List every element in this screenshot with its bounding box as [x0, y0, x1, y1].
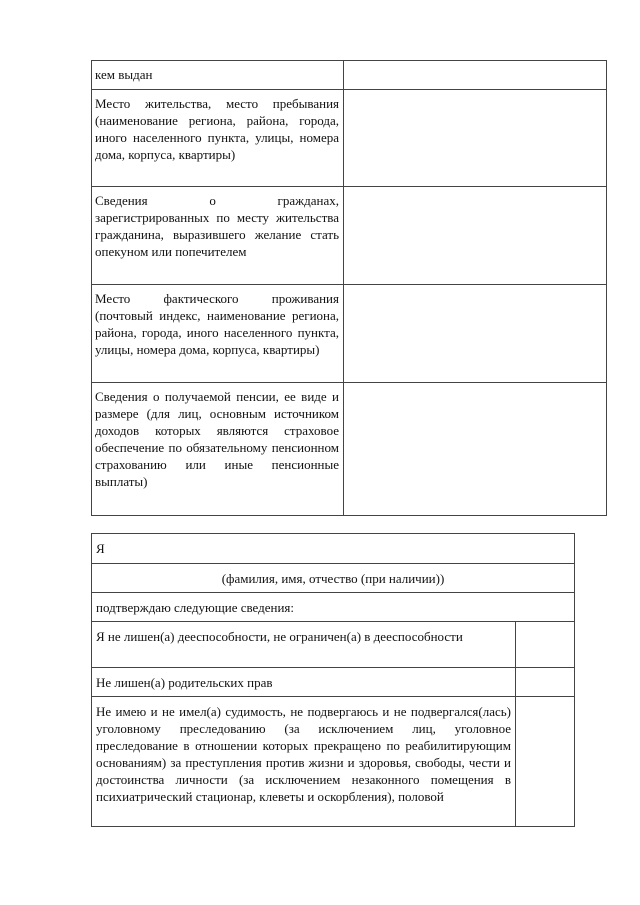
statement-cell [92, 668, 516, 697]
field-value-cell[interactable] [344, 285, 607, 383]
field-label-cell [92, 285, 344, 383]
field-label-cell [92, 383, 344, 516]
field-label-cell [92, 90, 344, 187]
statement-mark-cell[interactable] [516, 668, 575, 697]
field-value-cell[interactable] [344, 187, 607, 285]
field-label-actual-address: Место фактического проживания (почтовый индекс, наименование региона, района, города, иного населенного пункта, улицы, номера дома, корпуса, квартиры) [95, 291, 339, 357]
table-row [92, 285, 607, 383]
table-row [92, 564, 575, 593]
statement-mark-cell[interactable] [516, 697, 575, 827]
field-value-cell[interactable] [344, 61, 607, 90]
field-label-issued-by: кем выдан [95, 67, 153, 82]
field-value-cell[interactable] [344, 90, 607, 187]
applicant-info-table [91, 60, 607, 516]
table-row [92, 622, 575, 668]
table-row [92, 90, 607, 187]
field-label-pension: Сведения о получаемой пенсии, ее виде и размере (для лиц, основным источником доходов которых являются страховое обеспечение по обязательному пенсионном страхованию или иные пенсионные выплаты) [95, 389, 339, 489]
field-label-cell [92, 187, 344, 285]
table-row [92, 61, 607, 90]
table-row [92, 668, 575, 697]
ya-label: Я [96, 541, 105, 556]
table-row [92, 697, 575, 827]
field-label-cell [92, 61, 344, 90]
statement-criminal-record: Не имею и не имел(а) судимость, не подвергаюсь и не подвергался(лась) уголовному преследованию (за исключением лиц, уголовное преследование в отношении которых прекращено по реабилитирующим основаниям) за преступления против жизни и здоровья, свободы, чести и достоинства личности (за исключением незаконного помещения в психиатрический стационар, клеветы и оскорбления), половой [96, 704, 511, 804]
field-label-residence: Место жительства, место пребывания (наименование региона, района, города, иного населенного пункта, улицы, номера дома, корпуса, квартиры) [95, 96, 339, 162]
statement-cell [92, 622, 516, 668]
statement-parental-rights: Не лишен(а) родительских прав [96, 675, 273, 690]
statement-cell [92, 697, 516, 827]
confirm-intro-label: подтверждаю следующие сведения: [96, 600, 295, 615]
table-row [92, 593, 575, 622]
confirmation-table [91, 533, 575, 827]
table-row [92, 534, 575, 564]
confirm-intro-cell [92, 593, 575, 622]
table-row [92, 383, 607, 516]
field-label-registered-citizens: Сведения о гражданах, зарегистрированных по месту жительства гражданина, выразившего желание стать опекуном или попечителем [95, 193, 339, 259]
statement-mark-cell[interactable] [516, 622, 575, 668]
fio-hint-label: (фамилия, имя, отчество (при наличии)) [221, 571, 445, 586]
fio-hint-cell [92, 564, 575, 593]
table-row [92, 187, 607, 285]
statement-capacity: Я не лишен(а) дееспособности, не ограничен(а) в дееспособности [96, 629, 463, 644]
field-value-cell[interactable] [344, 383, 607, 516]
applicant-name-cell[interactable] [92, 534, 575, 564]
